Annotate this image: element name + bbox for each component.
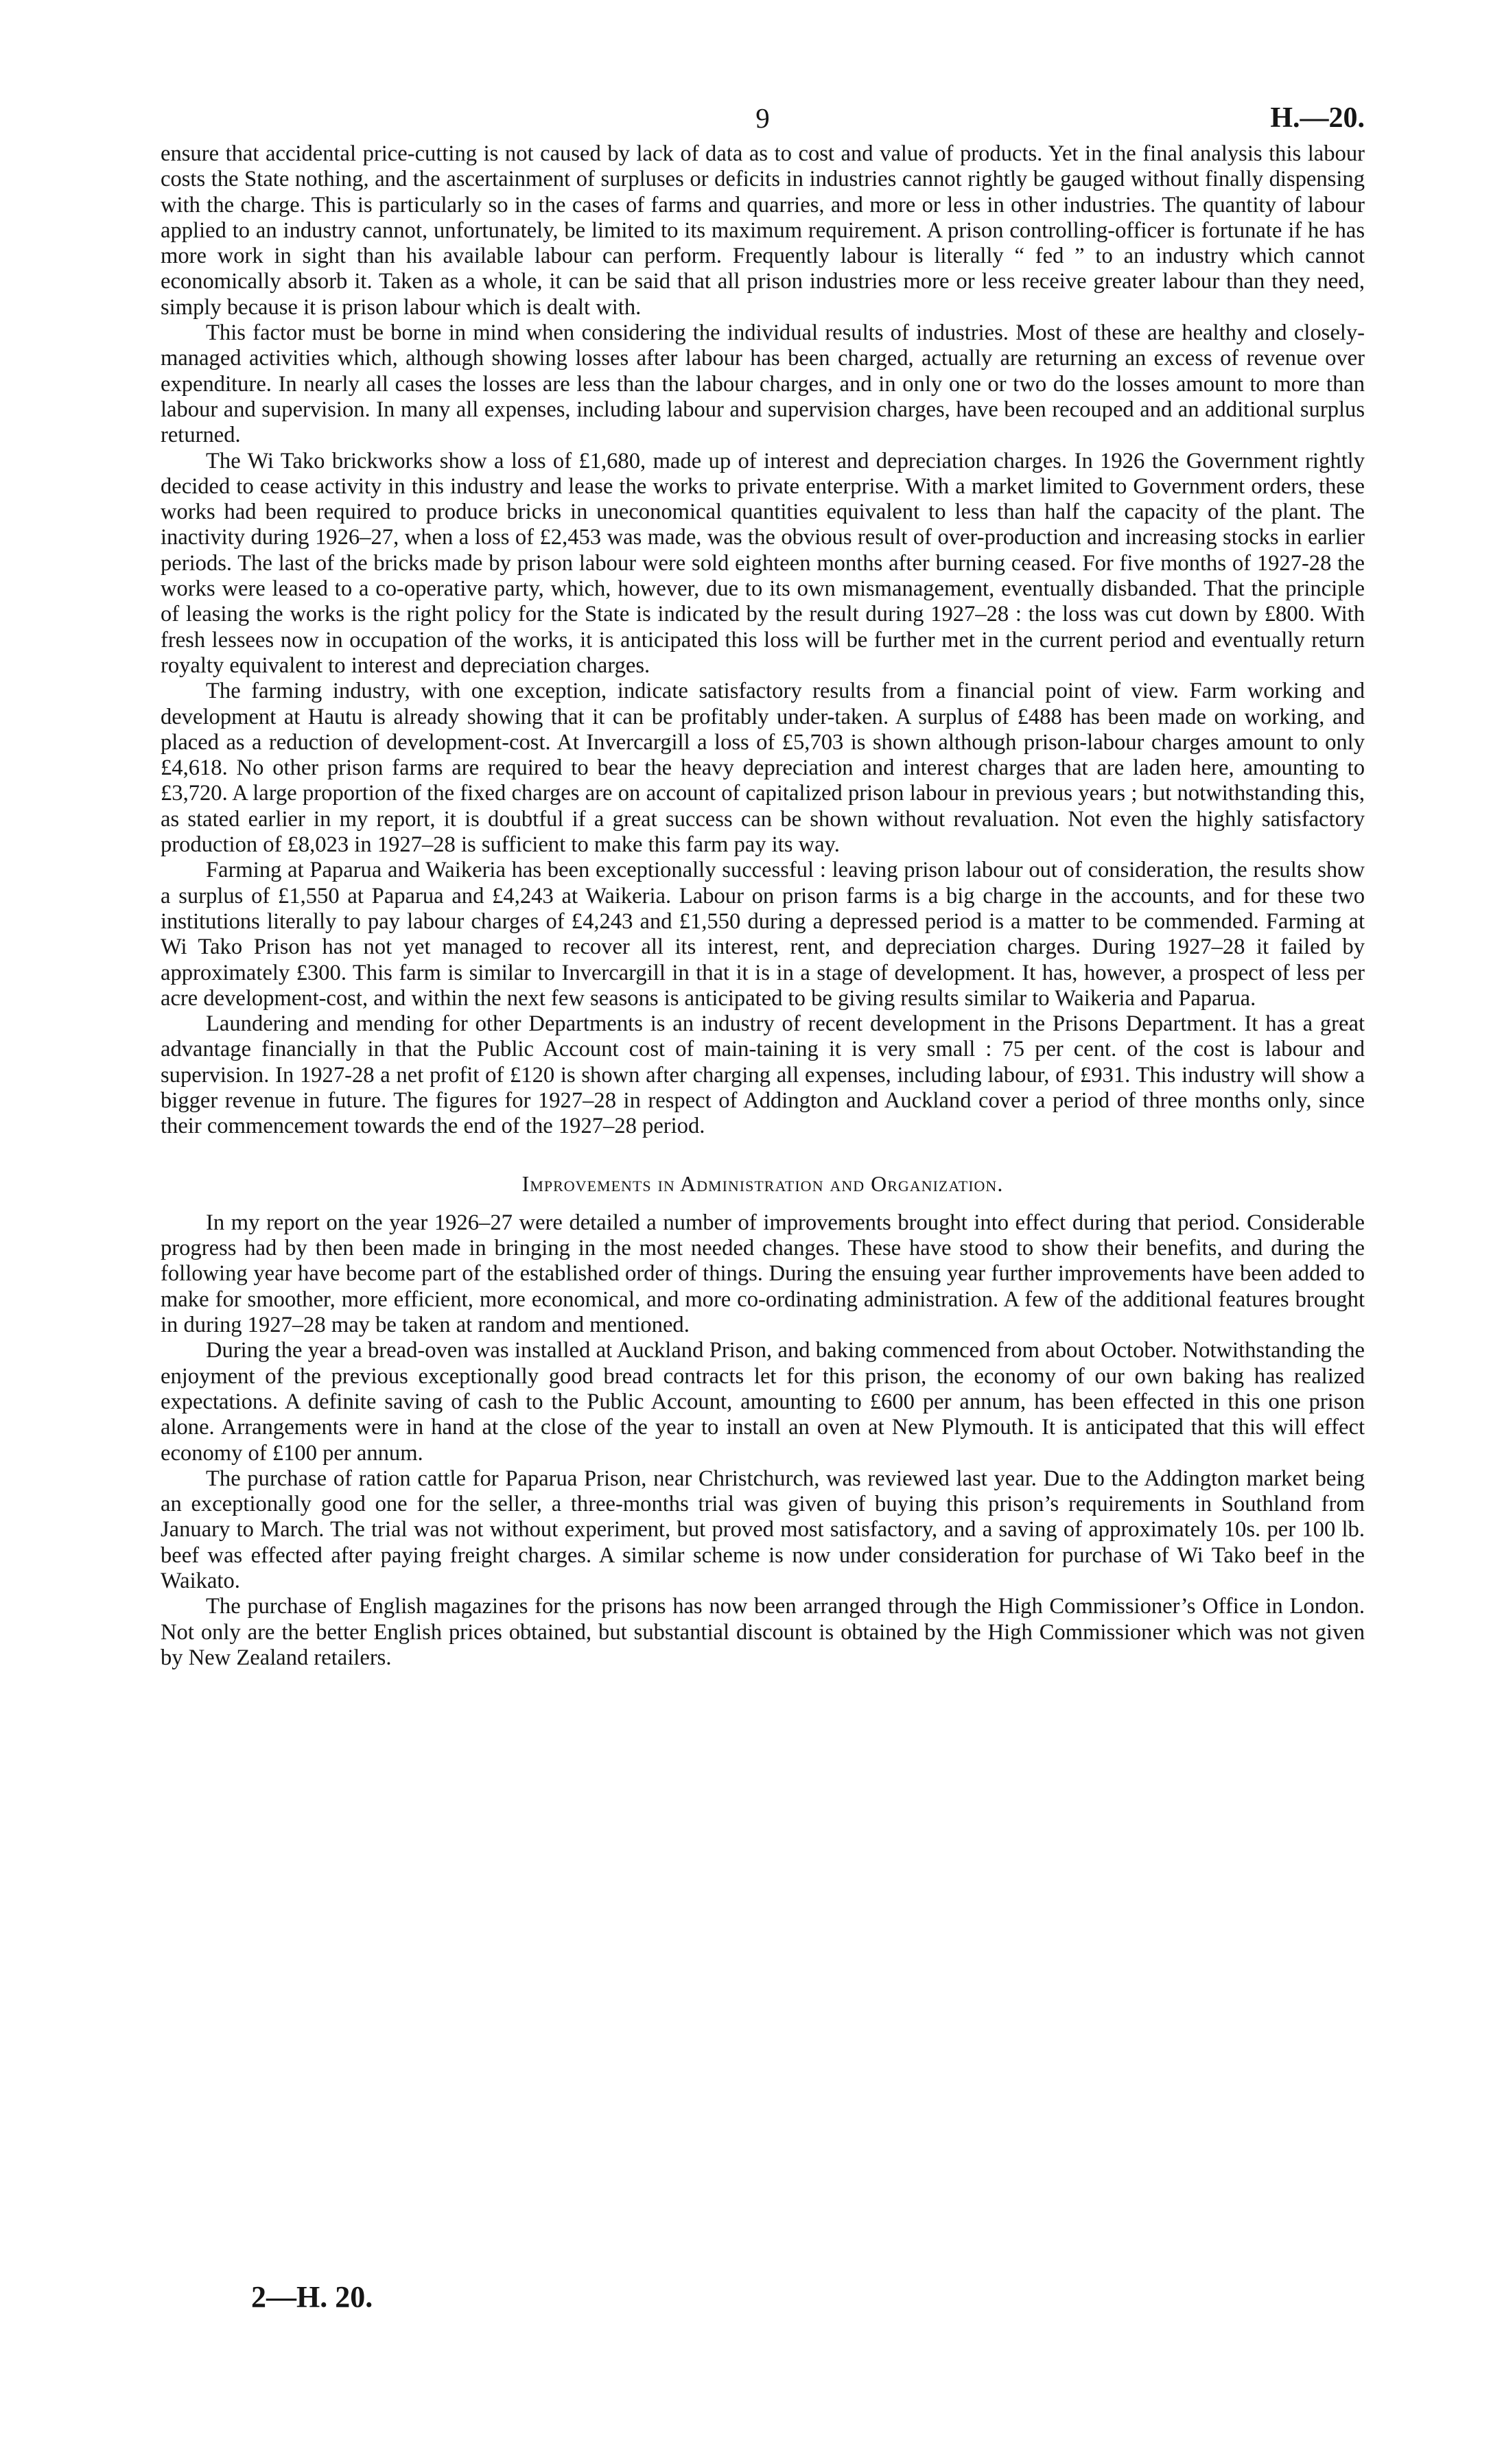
paragraph: The farming industry, with one exception, indicate satisfactory results from a financial point of view. Farm working and development at Hautu is already showing that it can be profitably under-taken. A surplus of £488 has been made on working, and placed as a reduction of development-cost. At Invercargill a loss of £5,703 is shown although prison-labour charges amount to only £4,618. No other prison farms are required to bear the heavy depreciation and interest charges that are laden here, amounting to £3,720. A large proportion of the fixed charges are on account of capitalized prison labour in previous years ; but notwithstanding this, as stated earlier in my report, it is doubtful if a great success can be shown without revaluation. Not even the highly satisfactory production of £8,023 in 1927–28 is sufficient to make this farm pay its way. [161, 679, 1365, 858]
body-text [161, 141, 1365, 1671]
page-number: 9 [755, 102, 770, 134]
paragraph: ensure that accidental price-cutting is not caused by lack of data as to cost and value of products. Yet in the final analysis this labour costs the State nothing, and the ascertainment of surpluses or deficits in industries cannot rightly be gauged without finally dispensing with the charge. This is particularly so in the cases of farms and quarries, and more or less in other industries. The quantity of labour applied to an industry cannot, unfortunately, be limited to its maximum requirement. A prison controlling-officer is fortunate if he has more work in sight than his available labour can perform. Frequently labour is literally “ fed ” to an industry which cannot economically absorb it. Taken as a whole, it can be said that all prison industries more or less receive greater labour than they need, simply because it is prison labour which is dealt with. [161, 141, 1365, 320]
page-header [161, 102, 1365, 143]
paragraph: In my report on the year 1926–27 were detailed a number of improvements brought into effect during that period. Considerable progress had by then been made in bringing in the most needed changes. These have stood to show their benefits, and during the following year have become part of the established order of things. During the ensuing year further improvements have been added to make for smoother, more efficient, more economical, and more co-ordinating administration. A few of the additional features brought in during 1927–28 may be taken at random and mentioned. [161, 1210, 1365, 1338]
paragraph: This factor must be borne in mind when considering the individual results of industries. Most of these are healthy and closely-managed activities which, although showing losses after labour has been charged, actually are returning an excess of revenue over expenditure. In nearly all cases the losses are less than the labour charges, and in only one or two do the losses amount to more than labour and supervision. In many all expenses, including labour and supervision charges, have been recouped and an additional surplus returned. [161, 320, 1365, 448]
paragraph: During the year a bread-oven was installed at Auckland Prison, and baking commenced from about October. Notwithstanding the enjoyment of the previous exceptionally good bread contracts let for this prison, the economy of our own baking has realized expectations. A definite saving of cash to the Public Account, amounting to £600 per annum, has been effected in this one prison alone. Arrangements were in hand at the close of the year to install an oven at New Plymouth. It is anticipated that this will effect economy of £100 per annum. [161, 1338, 1365, 1466]
paragraph: The purchase of ration cattle for Paparua Prison, near Christchurch, was reviewed last year. Due to the Addington market being an exceptionally good one for the seller, a three-months trial was given of buying this prison’s requirements in Southland from January to March. The trial was not without experiment, but proved most satisfactory, and a saving of approximately 10s. per 100 lb. beef was effected after paying freight charges. A similar scheme is now under consideration for purchase of Wi Tako beef in the Waikato. [161, 1466, 1365, 1594]
paragraph: Laundering and mending for other Departments is an industry of recent development in the Prisons Department. It has a great advantage financially in that the Public Account cost of main-taining it is very small : 75 per cent. of the cost is labour and supervision. In 1927-28 a net profit of £120 is shown after charging all expenses, including labour, of £931. This industry will show a bigger revenue in future. The figures for 1927–28 in respect of Addington and Auckland cover a period of three months only, since their commencement towards the end of the 1927–28 period. [161, 1011, 1365, 1139]
section-heading: Improvements in Administration and Organization. [521, 1171, 1004, 1196]
paragraph: The purchase of English magazines for the prisons has now been arranged through the High Commissioner’s Office in London. Not only are the better English prices obtained, but substantial discount is obtained by the High Commissioner which was not given by New Zealand retailers. [161, 1594, 1365, 1670]
paper-reference: 2—H. 20. [251, 2280, 373, 2314]
paragraph: Farming at Paparua and Waikeria has been exceptionally successful : leaving prison labour out of consideration, the results show a surplus of £1,550 at Paparua and £4,243 at Waikeria. Labour on prison farms is a big charge in the accounts, and for these two institutions literally to pay labour charges of £4,243 and £1,550 during a depressed period is a matter to be commended. Farming at Wi Tako Prison has not yet managed to recover all its interest, rent, and depreciation charges. During 1927–28 it failed by approximately £300. This farm is similar to Invercargill in that it is in a stage of development. It has, however, a prospect of less per acre development-cost, and within the next few seasons is anticipated to be giving results similar to Waikeria and Paparua. [161, 858, 1365, 1011]
paragraph: The Wi Tako brickworks show a loss of £1,680, made up of interest and depreciation charges. In 1926 the Government rightly decided to cease activity in this industry and lease the works to private enterprise. With a market limited to Government orders, these works had been required to produce bricks in uneconomical quantities equivalent to less than half the capacity of the plant. The inactivity during 1926–27, when a loss of £2,453 was made, was the obvious result of over-production and increasing stocks in earlier periods. The last of the bricks made by prison labour were sold eighteen months after burning ceased. For five months of 1927-28 the works were leased to a co-operative party, which, however, due to its own mismanagement, eventually disbanded. That the principle of leasing the works is the right policy for the State is indicated by the result during 1927–28 : the loss was cut down by £800. With fresh lessees now in occupation of the works, it is anticipated this loss will be further met in the current period and eventually return royalty equivalent to interest and depreciation charges. [161, 448, 1365, 678]
series-id: H.—20. [1270, 102, 1365, 134]
